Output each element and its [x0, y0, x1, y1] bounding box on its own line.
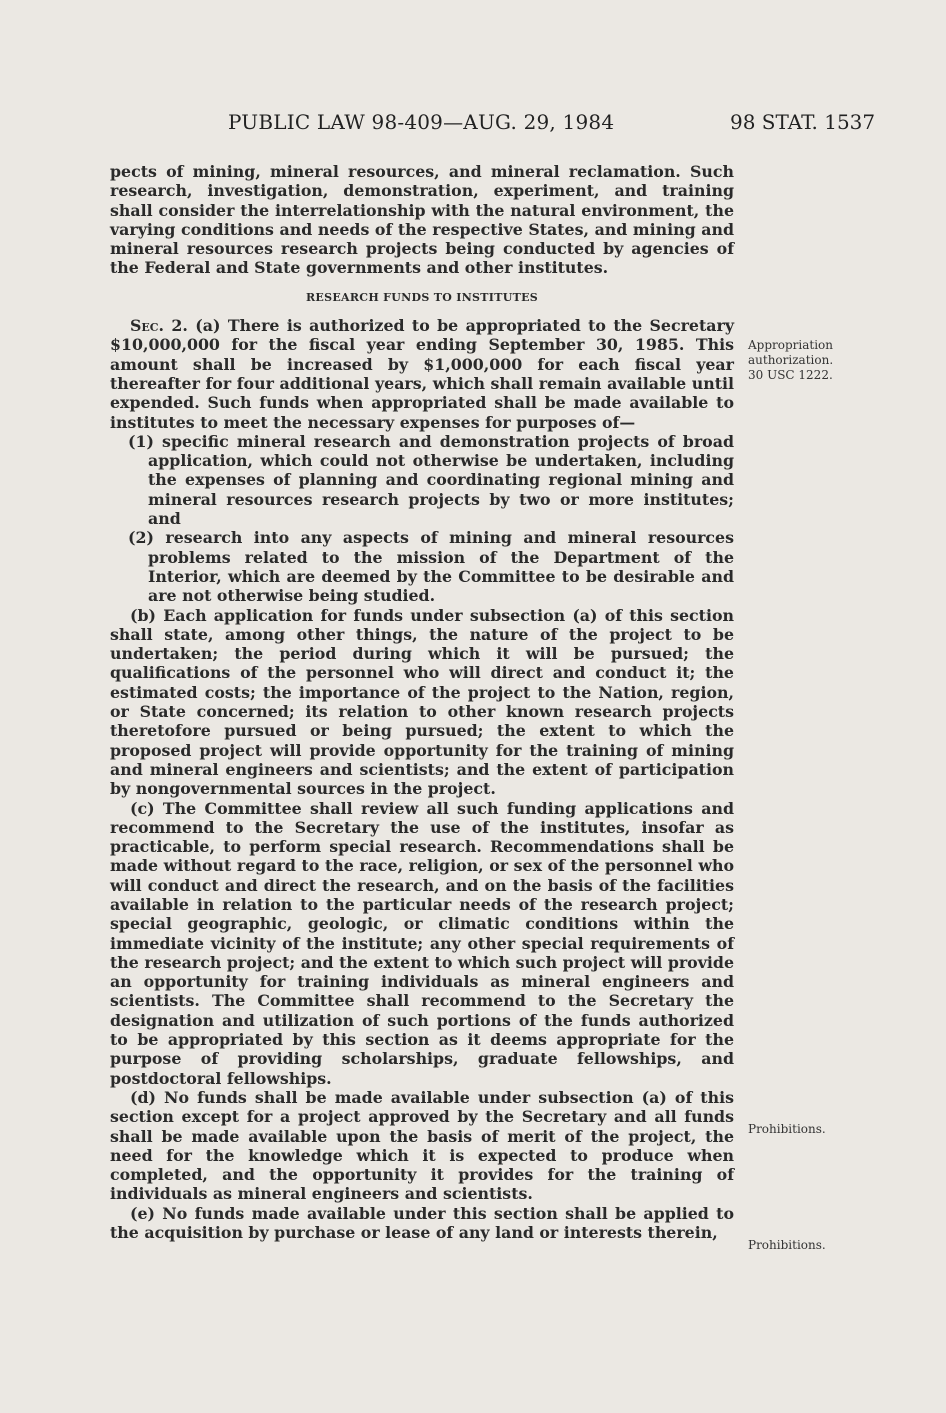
margin-note-prohibitions-d: Prohibitions. — [748, 1122, 826, 1136]
list-item-2: (2) research into any aspects of mining and mineral resources problems related to the mission of the Department of the Interior, which are deemed by the Committee to be desirable and are not otherwise being studied. — [128, 528, 734, 606]
section-label: Sec. — [130, 316, 165, 336]
paragraph-continuation: pects of mining, mineral resources, and mineral reclamation. Such research, investigation, demonstration, experiment, and training shall consider the interrelationship with the natural environment, the varying conditions and needs of the respective States, and mining and mineral resources research projects being conducted by agencies of the Federal and State governments and other institutes. — [110, 162, 734, 278]
paragraph-c: (c) The Committee shall review all such funding applications and recommend to the Secretary the use of the institutes, insofar as practicable, to perform special research. Recommendations shall be made without regard to the race, religion, or sex of the personnel who will conduct and direct the research, and on the basis of the facilities available in relation to the particular needs of the research project; special geographic, geologic, or climatic conditions within the immediate vicinity of the institute; any other special requirements of the research project; and the extent to which such project will provide an opportunity for training individuals as mineral engineers and scientists. The Committee shall recommend to the Secretary the designation and utilization of such portions of the funds authorized to be appropriated by this section as it deems appropriate for the purpose of providing scholarships, graduate fellowships, and postdoctoral fellowships. — [110, 798, 734, 1088]
margin-note-line: authorization. — [748, 353, 834, 367]
margin-note-appropriation — [748, 338, 833, 383]
document-body — [110, 162, 734, 1242]
section-heading: RESEARCH FUNDS TO INSTITUTES — [305, 290, 539, 304]
paragraph-b: (b) Each application for funds under subsection (a) of this section shall state, among other things, the nature of the project to be undertaken; the period during which it will be pursued; the qualifications of the personnel who will direct and conduct it; the estimated costs; the importance of the project to the Nation, region, or State concerned; its relation to other known research projects theretofore pursued or being pursued; the extent to which the proposed project will provide opportunity for the training of mining and mineral engineers and scientists; and the extent of participation by nongovernmental sources in the project. — [110, 605, 734, 799]
margin-note-line: Appropriation — [748, 338, 834, 352]
paragraph-d: (d) No funds shall be made available under subsection (a) of this section except for a project approved by the Secretary and all funds shall be made available upon the basis of merit of the project, the need for the knowledge which it is expected to produce when completed, and the opportunity it provides for the training of individuals as mineral engineers and scientists. — [110, 1087, 734, 1204]
list-item-1: (1) specific mineral research and demonstration projects of broad application, which could not otherwise be undertaken, including the expenses of planning and coordinating regional mining and mineral resources research projects by two or more institutes; and — [128, 431, 734, 529]
margin-note-prohibitions-e: Prohibitions. — [748, 1238, 826, 1252]
sec2a-text: 2. (a) There is authorized to be appropriated to the Secretary $10,000,000 for the fiscal year ending September 30, 1985. This amount shall be increased by $1,000,000 for each fiscal year thereafter for four additional years, which shall remain available until expended. Such funds when appropriated shall be made available to institutes to meet the necessary expenses for purposes of— — [110, 316, 734, 432]
paragraph-sec2a — [110, 316, 734, 432]
margin-note-line: 30 USC 1222. — [748, 368, 833, 382]
running-header-page-number: 98 STAT. 1537 — [730, 110, 876, 134]
running-header-title: PUBLIC LAW 98-409—AUG. 29, 1984 — [228, 110, 615, 134]
paragraph-e: (e) No funds made available under this section shall be applied to the acquisition by purchase or lease of any land or interests therein, — [110, 1203, 734, 1243]
